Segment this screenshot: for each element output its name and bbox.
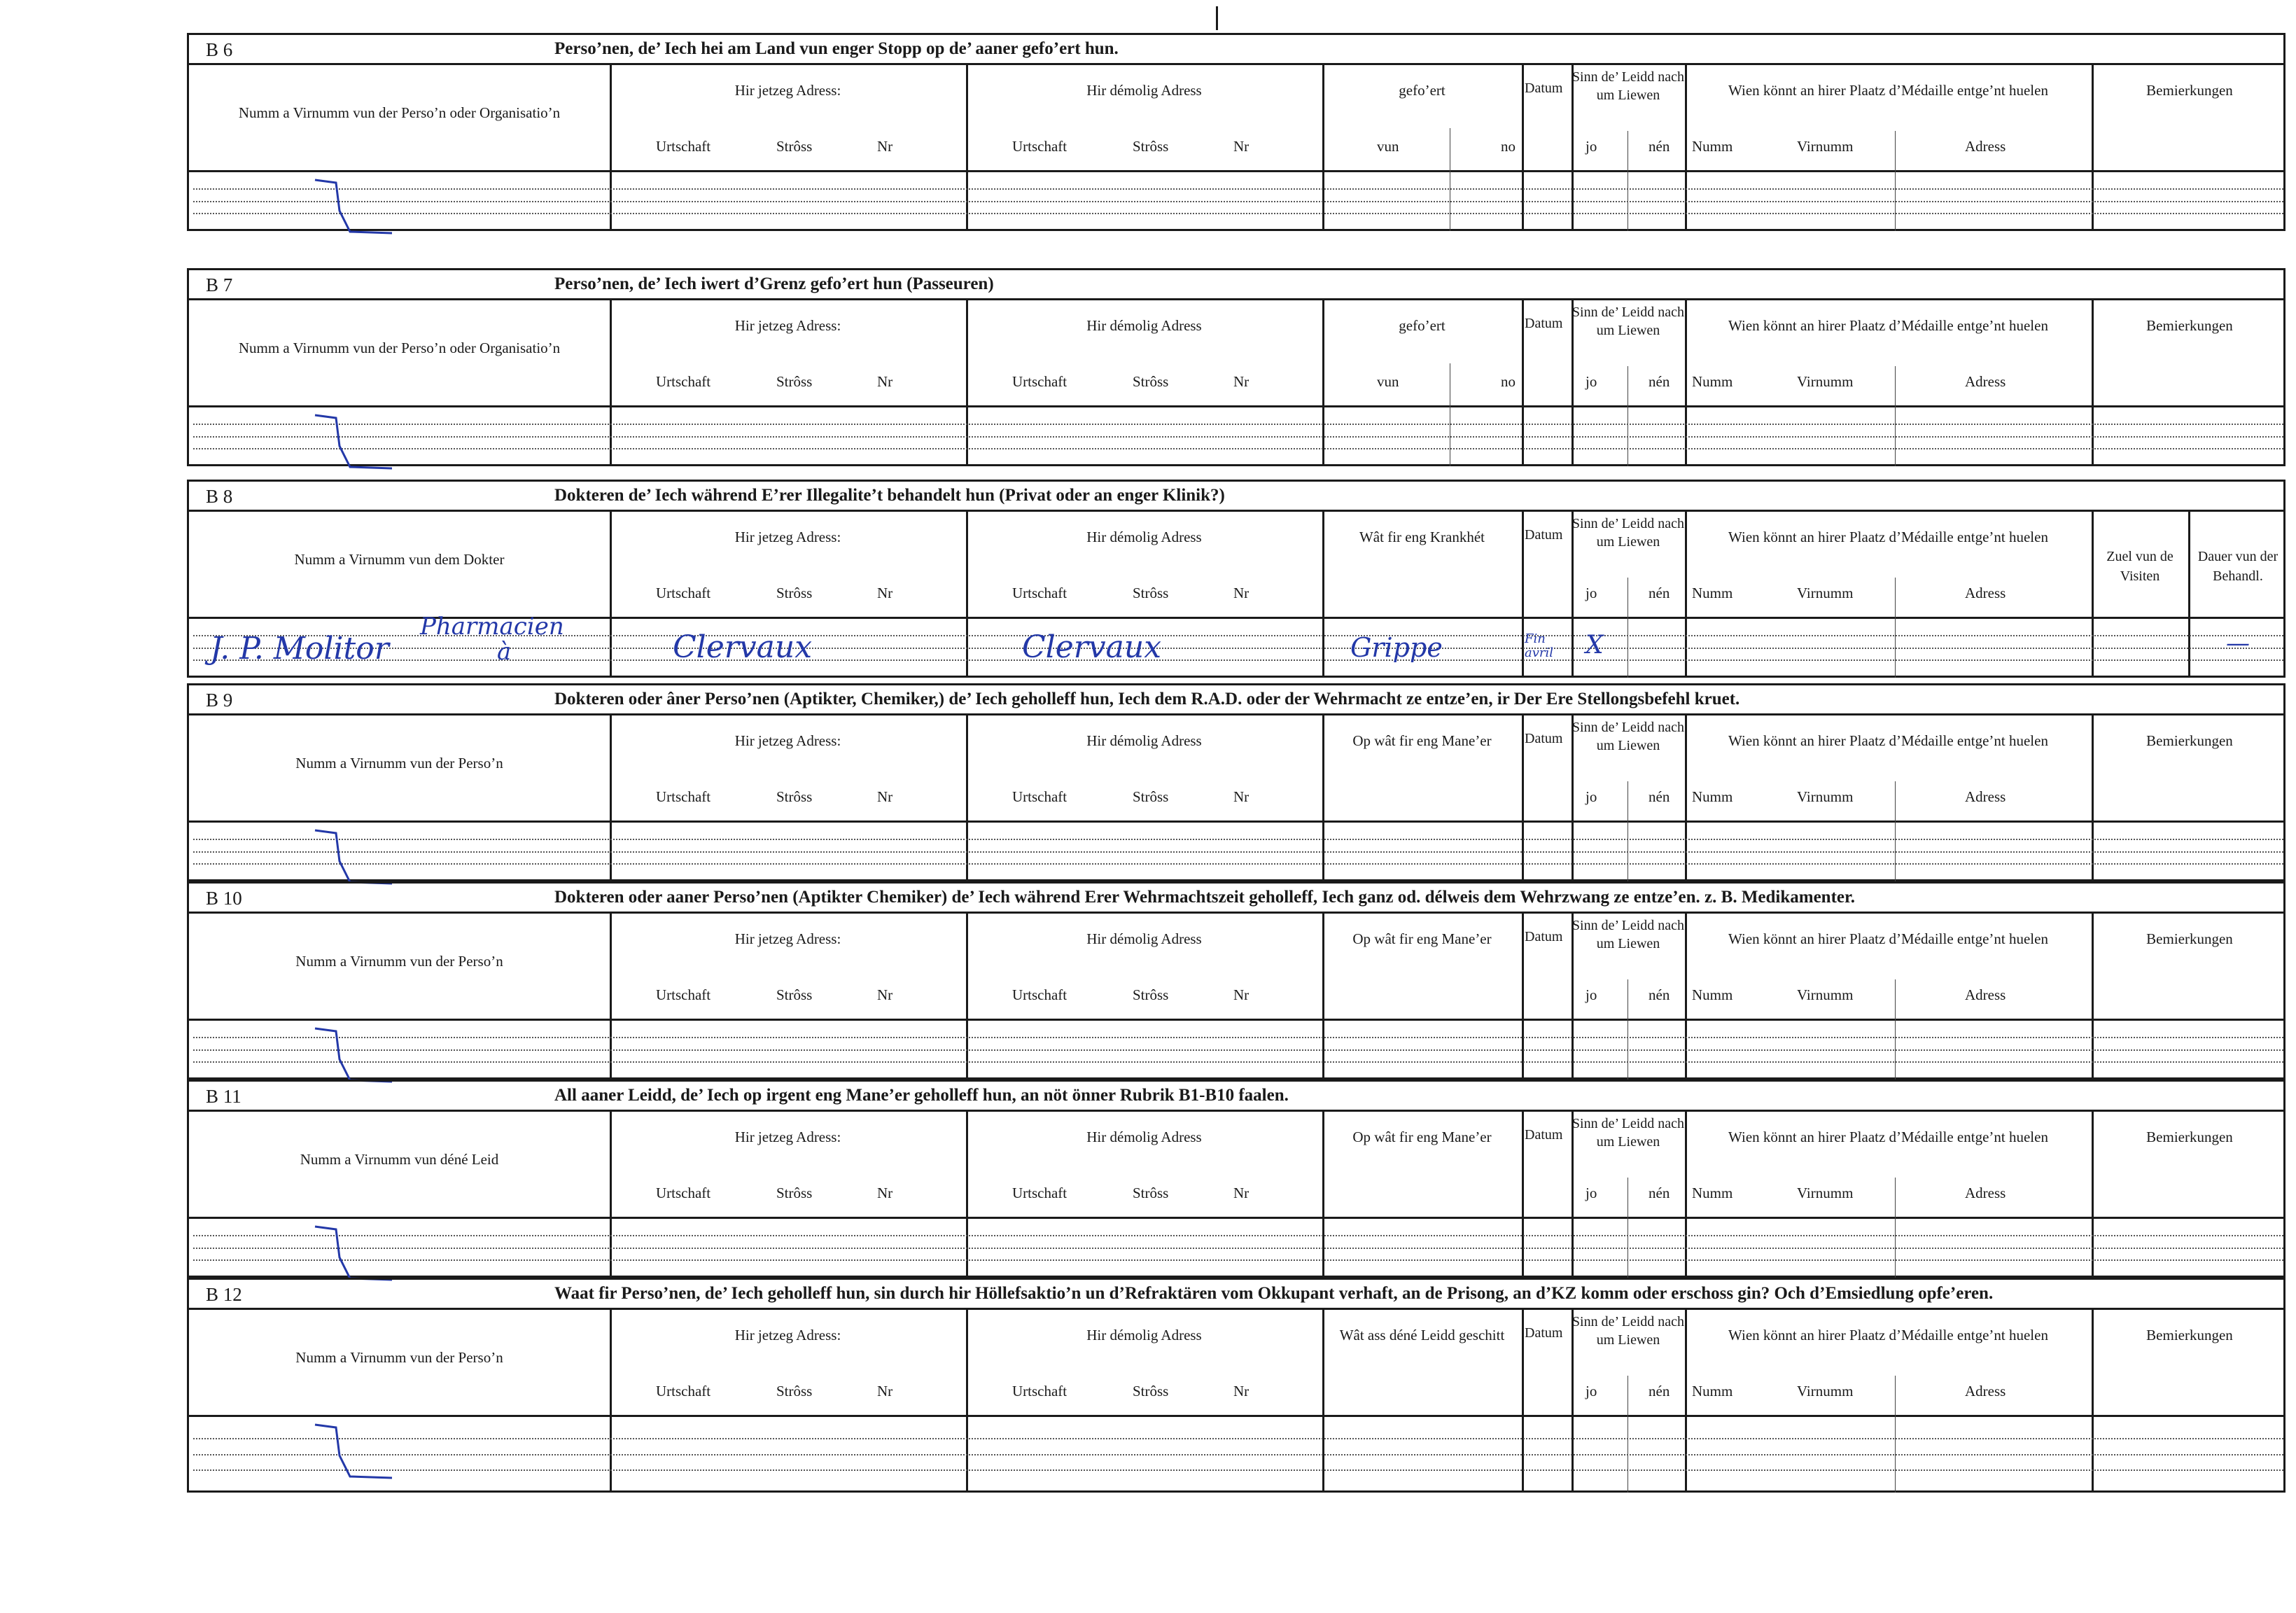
alive-jo-label: jo <box>1586 373 1597 390</box>
handwritten-current-town: Clervaux <box>673 629 813 665</box>
form-section-b11 <box>187 1080 2286 1278</box>
name-column-header: Numm a Virnumm vun dem Dokter <box>294 551 505 568</box>
current-nr-label: Nr <box>877 138 893 155</box>
medal-adress-label: Adress <box>1965 1185 2006 1201</box>
former-nr-label: Nr <box>1233 373 1250 390</box>
former-nr-label: Nr <box>1233 1383 1250 1399</box>
header-rule <box>189 1217 2283 1219</box>
section-title: All aaner Leidd, de’ Iech op irgent eng Mane’er geholleff hun, an nöt önner Rubrik B1-B10 faalen. <box>554 1086 1289 1105</box>
former-nr-label: Nr <box>1233 986 1250 1003</box>
current-address-header: Hir jetzeg Adress: <box>734 1327 841 1343</box>
alive-nen-label: nén <box>1648 1185 1670 1201</box>
remarks-header: Bemierkungen <box>2146 1327 2233 1343</box>
alive-jo-label: jo <box>1586 585 1597 601</box>
medal-header: Wien könnt an hirer Plaatz d’Médaille entge’nt huelen <box>1728 82 2048 99</box>
current-stross-label: Strôss <box>776 788 813 805</box>
former-address-header: Hir démolig Adress <box>1086 317 1202 334</box>
dotted-entry-line <box>193 1259 2283 1261</box>
former-urtschaft-label: Urtschaft <box>1012 788 1068 805</box>
dotted-entry-line <box>193 851 2283 853</box>
column3-header: gefo’ert <box>1399 317 1446 334</box>
section-code: B 8 <box>206 486 233 507</box>
dotted-entry-line <box>193 1248 2283 1249</box>
column-subrule <box>1895 366 1896 466</box>
column-subrule <box>1895 781 1896 881</box>
handwritten-date: Fin avril <box>1525 631 1554 660</box>
section-title: Waat fir Perso’nen, de’ Iech geholleff hun, sin durch hir Höllefsaktio’n un d’Refraktären vom Okkupant verhaft, an de Prisong, an d’KZ komm oder erschoss gin? Och d’Emsiedlung opfe’eren. <box>554 1284 1994 1303</box>
section-code: B 11 <box>206 1086 241 1107</box>
dotted-entry-line <box>193 1061 2283 1063</box>
column-rule <box>2188 512 2190 678</box>
current-nr-label: Nr <box>877 986 893 1003</box>
name-column-header: Numm a Virnumm vun der Perso’n <box>295 953 503 970</box>
medal-numm-label: Numm <box>1692 1185 1733 1201</box>
strike-mark <box>273 1222 399 1285</box>
alive-nen-label: nén <box>1648 373 1670 390</box>
former-address-header: Hir démolig Adress <box>1086 1129 1202 1145</box>
strike-mark <box>273 176 399 239</box>
alive-jo-label: jo <box>1586 138 1597 155</box>
dotted-entry-line <box>193 1235 2283 1236</box>
former-nr-label: Nr <box>1233 1185 1250 1201</box>
gefoert-vun-label: vun <box>1377 138 1399 155</box>
section-title: Dokteren de’ Iech während E’rer Illegalite’t behandelt hun (Privat oder an enger Klinik?) <box>554 486 1225 505</box>
section-title-bar <box>189 683 2283 715</box>
column3-header: Wât ass déné Leidd geschitt <box>1339 1327 1505 1343</box>
dotted-entry-line <box>193 436 2283 438</box>
current-stross-label: Strôss <box>776 1383 813 1399</box>
visits-header: Zuel vun de Visiten <box>2106 549 2174 584</box>
medal-virnumm-label: Virnumm <box>1797 585 1854 601</box>
alive-nen-label: nén <box>1648 1383 1670 1399</box>
former-urtschaft-label: Urtschaft <box>1012 986 1068 1003</box>
current-nr-label: Nr <box>877 788 893 805</box>
section-title-bar <box>189 33 2283 65</box>
column3-header: gefo’ert <box>1399 82 1446 99</box>
dotted-entry-line <box>193 1037 2283 1038</box>
current-address-header: Hir jetzeg Adress: <box>734 930 841 947</box>
current-nr-label: Nr <box>877 585 893 601</box>
gefoert-no-label: no <box>1501 138 1516 155</box>
remarks-header: Bemierkungen <box>2146 82 2233 99</box>
medal-virnumm-label: Virnumm <box>1797 788 1854 805</box>
former-nr-label: Nr <box>1233 138 1250 155</box>
column3-header: Op wât fir eng Mane’er <box>1352 732 1492 749</box>
alive-header: Sinn de’ Leidd nach um Liewen <box>1572 305 1685 338</box>
header-rule <box>189 170 2283 172</box>
remarks-header: Bemierkungen <box>2146 930 2233 947</box>
current-nr-label: Nr <box>877 1383 893 1399</box>
current-address-header: Hir jetzeg Adress: <box>734 82 841 99</box>
former-urtschaft-label: Urtschaft <box>1012 585 1068 601</box>
dotted-entry-line <box>193 1454 2283 1455</box>
medal-virnumm-label: Virnumm <box>1797 373 1854 390</box>
column-subrule <box>1895 131 1896 231</box>
current-address-header: Hir jetzeg Adress: <box>734 317 841 334</box>
header-rule <box>189 405 2283 407</box>
handwritten-alive-mark: X <box>1586 631 1604 659</box>
dotted-entry-line <box>193 448 2283 449</box>
strike-mark <box>273 411 399 474</box>
datum-header: Datum <box>1525 929 1563 944</box>
section-title-bar <box>189 1278 2283 1310</box>
former-nr-label: Nr <box>1233 788 1250 805</box>
section-title: Dokteren oder âner Perso’nen (Aptikter, Chemiker,) de’ Iech geholleff hun, Iech dem R.A.D. oder der Wehrmacht ze entze’en, ir Der Ere Stellongsbefehl kruet. <box>554 690 1740 708</box>
current-address-header: Hir jetzeg Adress: <box>734 1129 841 1145</box>
dotted-entry-line <box>193 1469 2283 1471</box>
current-stross-label: Strôss <box>776 373 813 390</box>
current-urtschaft-label: Urtschaft <box>656 585 711 601</box>
current-stross-label: Strôss <box>776 138 813 155</box>
section-title-bar <box>189 480 2283 512</box>
medal-adress-label: Adress <box>1965 788 2006 805</box>
medal-virnumm-label: Virnumm <box>1797 986 1854 1003</box>
column-subrule <box>1895 1376 1896 1493</box>
column-rule <box>2092 512 2094 678</box>
medal-numm-label: Numm <box>1692 585 1733 601</box>
column-rule <box>1522 914 1524 1080</box>
fold-mark <box>1216 6 1218 30</box>
former-urtschaft-label: Urtschaft <box>1012 1185 1068 1201</box>
section-title: Perso’nen, de’ Iech iwert d’Grenz gefo’ert hun (Passeuren) <box>554 274 994 293</box>
handwritten-name: J. P. Molitor <box>210 631 389 666</box>
alive-jo-label: jo <box>1586 1185 1597 1201</box>
medal-adress-label: Adress <box>1965 986 2006 1003</box>
form-sheet <box>187 33 2286 1493</box>
datum-header: Datum <box>1525 1325 1563 1341</box>
column3-header: Op wât fir eng Mane’er <box>1352 930 1492 947</box>
former-address-header: Hir démolig Adress <box>1086 82 1202 99</box>
dotted-entry-line <box>193 188 2283 190</box>
medal-header: Wien könnt an hirer Plaatz d’Médaille entge’nt huelen <box>1728 1327 2048 1343</box>
name-column-header: Numm a Virnumm vun der Perso’n <box>295 755 503 771</box>
former-address-header: Hir démolig Adress <box>1086 732 1202 749</box>
alive-nen-label: nén <box>1648 138 1670 155</box>
former-address-header: Hir démolig Adress <box>1086 1327 1202 1343</box>
medal-numm-label: Numm <box>1692 138 1733 155</box>
dotted-entry-line <box>193 213 2283 214</box>
column-rule <box>1522 1310 1524 1493</box>
section-code: B 7 <box>206 274 233 295</box>
datum-header: Datum <box>1525 1127 1563 1143</box>
medal-header: Wien könnt an hirer Plaatz d’Médaille entge’nt huelen <box>1728 529 2048 545</box>
form-section-b12 <box>187 1278 2286 1493</box>
section-code: B 9 <box>206 690 233 711</box>
column-rule <box>1522 1112 1524 1278</box>
column-subrule <box>1895 979 1896 1080</box>
former-stross-label: Strôss <box>1133 585 1169 601</box>
alive-jo-label: jo <box>1586 788 1597 805</box>
former-stross-label: Strôss <box>1133 986 1169 1003</box>
column-subrule <box>1895 1178 1896 1278</box>
strike-mark <box>273 1420 399 1483</box>
current-urtschaft-label: Urtschaft <box>656 986 711 1003</box>
handwritten-role: Pharmacien <box>420 613 564 641</box>
medal-virnumm-label: Virnumm <box>1797 138 1854 155</box>
former-stross-label: Strôss <box>1133 1185 1169 1201</box>
handwritten-illness: Grippe <box>1350 632 1443 663</box>
current-address-header: Hir jetzeg Adress: <box>734 529 841 545</box>
medal-adress-label: Adress <box>1965 1383 2006 1399</box>
dotted-entry-line <box>193 839 2283 840</box>
remarks-header: Bemierkungen <box>2146 732 2233 749</box>
section-title-bar <box>189 1080 2283 1112</box>
current-urtschaft-label: Urtschaft <box>656 138 711 155</box>
alive-header: Sinn de’ Leidd nach um Liewen <box>1572 1116 1685 1150</box>
medal-virnumm-label: Virnumm <box>1797 1383 1854 1399</box>
remarks-header: Bemierkungen <box>2146 1129 2233 1145</box>
section-code: B 6 <box>206 39 233 60</box>
strike-mark <box>273 826 399 889</box>
current-nr-label: Nr <box>877 373 893 390</box>
medal-adress-label: Adress <box>1965 585 2006 601</box>
medal-numm-label: Numm <box>1692 1383 1733 1399</box>
datum-header: Datum <box>1525 527 1563 543</box>
handwritten-duration: — <box>2226 629 2250 657</box>
form-section-b7 <box>187 268 2286 466</box>
former-urtschaft-label: Urtschaft <box>1012 373 1068 390</box>
handwritten-role-a: à <box>497 638 512 666</box>
former-urtschaft-label: Urtschaft <box>1012 138 1068 155</box>
dotted-entry-line <box>193 1049 2283 1051</box>
section-title: Perso’nen, de’ Iech hei am Land vun enger Stopp op de’ aaner gefo’ert hun. <box>554 39 1119 58</box>
section-code: B 10 <box>206 888 242 909</box>
name-column-header: Numm a Virnumm vun der Perso’n oder Organisatio’n <box>238 340 561 356</box>
column-rule <box>1522 512 1524 678</box>
former-stross-label: Strôss <box>1133 788 1169 805</box>
medal-header: Wien könnt an hirer Plaatz d’Médaille entge’nt huelen <box>1728 1129 2048 1145</box>
column-rule <box>1522 300 1524 466</box>
dotted-entry-line <box>193 1438 2283 1439</box>
column-rule <box>1522 65 1524 231</box>
medal-virnumm-label: Virnumm <box>1797 1185 1854 1201</box>
alive-jo-label: jo <box>1586 1383 1597 1399</box>
current-address-header: Hir jetzeg Adress: <box>734 732 841 749</box>
current-stross-label: Strôss <box>776 986 813 1003</box>
current-nr-label: Nr <box>877 1185 893 1201</box>
column3-header: Op wât fir eng Mane’er <box>1352 1129 1492 1145</box>
name-column-header: Numm a Virnumm vun déné Leid <box>300 1151 499 1168</box>
handwritten-former-town: Clervaux <box>1022 629 1162 665</box>
current-urtschaft-label: Urtschaft <box>656 1185 711 1201</box>
alive-nen-label: nén <box>1648 788 1670 805</box>
remarks-header: Bemierkungen <box>2146 317 2233 334</box>
section-title: Dokteren oder aaner Perso’nen (Aptikter Chemiker) de’ Iech während Erer Wehrmachtszeit geholleff, Iech ganz od. délweis dem Wehrzwang ze entze’en. z. B. Medikamenter. <box>554 888 1856 907</box>
name-column-header: Numm a Virnumm vun der Perso’n oder Organisatio’n <box>238 104 561 121</box>
alive-nen-label: nén <box>1648 585 1670 601</box>
dotted-entry-line <box>193 201 2283 202</box>
current-urtschaft-label: Urtschaft <box>656 788 711 805</box>
current-urtschaft-label: Urtschaft <box>656 373 711 390</box>
current-stross-label: Strôss <box>776 1185 813 1201</box>
form-section-b6 <box>187 33 2286 231</box>
dotted-entry-line <box>193 863 2283 865</box>
form-section-b8 <box>187 480 2286 678</box>
former-stross-label: Strôss <box>1133 373 1169 390</box>
section-title-bar <box>189 881 2283 914</box>
former-stross-label: Strôss <box>1133 1383 1169 1399</box>
duration-header: Dauer vun der Behandl. <box>2197 549 2278 584</box>
name-column-header: Numm a Virnumm vun der Perso’n <box>295 1349 503 1366</box>
former-stross-label: Strôss <box>1133 138 1169 155</box>
medal-adress-label: Adress <box>1965 138 2006 155</box>
former-urtschaft-label: Urtschaft <box>1012 1383 1068 1399</box>
section-title-bar <box>189 268 2283 300</box>
form-section-b9 <box>187 683 2286 881</box>
gefoert-no-label: no <box>1501 373 1516 390</box>
datum-header: Datum <box>1525 81 1563 96</box>
datum-header: Datum <box>1525 316 1563 331</box>
alive-header: Sinn de’ Leidd nach um Liewen <box>1572 720 1685 753</box>
form-section-b10 <box>187 881 2286 1080</box>
dotted-entry-line <box>193 424 2283 425</box>
alive-header: Sinn de’ Leidd nach um Liewen <box>1572 69 1685 103</box>
medal-header: Wien könnt an hirer Plaatz d’Médaille entge’nt huelen <box>1728 930 2048 947</box>
section-code: B 12 <box>206 1284 242 1305</box>
alive-header: Sinn de’ Leidd nach um Liewen <box>1572 1314 1685 1348</box>
header-rule <box>189 821 2283 823</box>
medal-numm-label: Numm <box>1692 986 1733 1003</box>
former-nr-label: Nr <box>1233 585 1250 601</box>
medal-numm-label: Numm <box>1692 373 1733 390</box>
current-stross-label: Strôss <box>776 585 813 601</box>
medal-header: Wien könnt an hirer Plaatz d’Médaille entge’nt huelen <box>1728 317 2048 334</box>
column3-header: Wât fir eng Krankhét <box>1359 529 1485 545</box>
medal-adress-label: Adress <box>1965 373 2006 390</box>
datum-header: Datum <box>1525 731 1563 746</box>
gefoert-vun-label: vun <box>1377 373 1399 390</box>
column-subrule <box>1895 578 1896 678</box>
alive-nen-label: nén <box>1648 986 1670 1003</box>
former-address-header: Hir démolig Adress <box>1086 930 1202 947</box>
header-rule <box>189 1019 2283 1021</box>
alive-jo-label: jo <box>1586 986 1597 1003</box>
current-urtschaft-label: Urtschaft <box>656 1383 711 1399</box>
medal-numm-label: Numm <box>1692 788 1733 805</box>
alive-header: Sinn de’ Leidd nach um Liewen <box>1572 918 1685 951</box>
strike-mark <box>273 1024 399 1087</box>
medal-header: Wien könnt an hirer Plaatz d’Médaille entge’nt huelen <box>1728 732 2048 749</box>
alive-header: Sinn de’ Leidd nach um Liewen <box>1572 516 1685 550</box>
former-address-header: Hir démolig Adress <box>1086 529 1202 545</box>
header-rule <box>189 1415 2283 1417</box>
column-rule <box>1522 715 1524 881</box>
